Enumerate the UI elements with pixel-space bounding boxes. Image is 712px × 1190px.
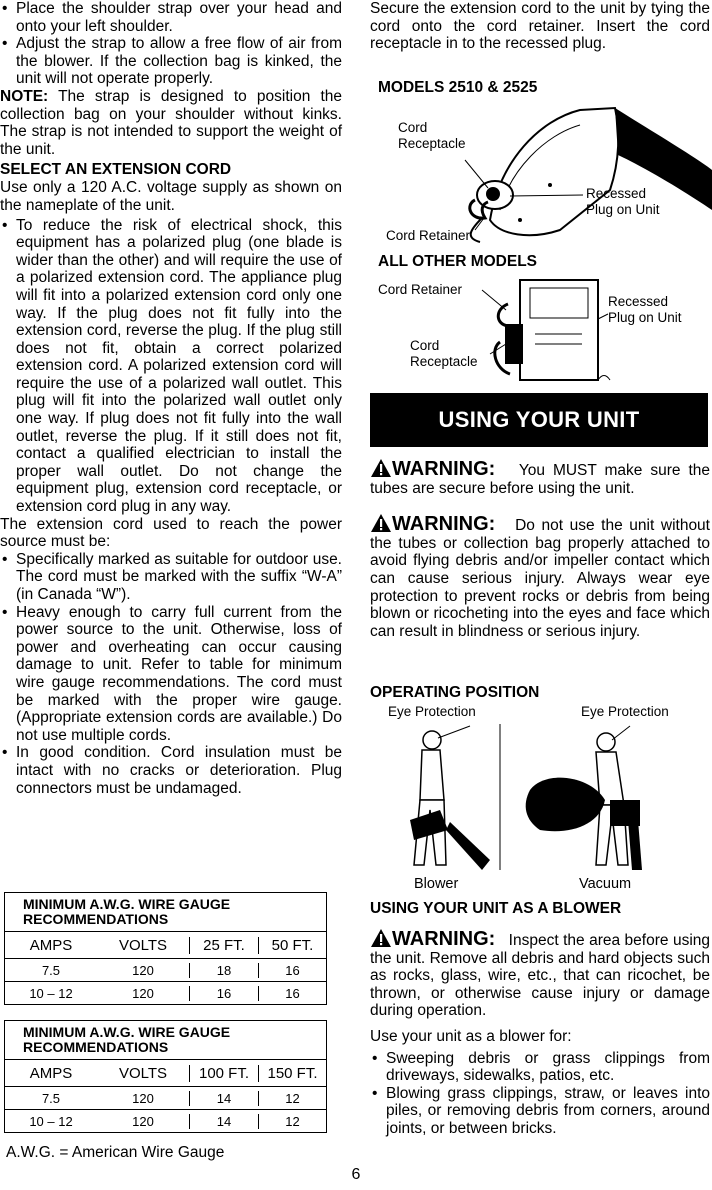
bullet-adjust-strap: • Adjust the strap to allow a free flow of air from the blower. If the collection bag is kinked, the unit will not operate properly. <box>0 35 342 88</box>
warning-label: WARNING: <box>392 458 496 480</box>
use-for-text: Use your unit as a blower for: <box>370 1027 572 1045</box>
table-cell: 120 <box>132 962 154 978</box>
secure-cord-text: Secure the extension cord to the unit by tying the cord onto the cord retainer. Insert the cord receptacle in to the recessed plug. <box>370 0 710 53</box>
table-cell: 18 <box>189 963 258 978</box>
table-cell: 10 – 12 <box>29 985 73 1001</box>
table-cell: 16 <box>258 963 326 978</box>
table-row <box>5 959 326 982</box>
right-column <box>370 0 712 1137</box>
figure-operating-position <box>370 704 712 896</box>
label-recessed-plug: Recessed Plug on Unit <box>586 186 660 217</box>
table-row <box>5 1087 326 1110</box>
label-cord-retainer: Cord Retainer <box>378 282 463 297</box>
table-cell: 14 <box>189 1114 258 1129</box>
awg-footnote: A.W.G. = American Wire Gauge <box>6 1144 225 1161</box>
figure-models-2510 <box>370 100 712 250</box>
wire-gauge-table-2 <box>4 1020 327 1133</box>
label-eye-protection-right: Eye Protection <box>581 704 669 719</box>
warning-label: WARNING: <box>392 928 496 950</box>
note-label: NOTE: <box>0 87 49 105</box>
bullet-shoulder-strap: • Place the shoulder strap over your head and onto your left shoulder. <box>0 0 342 35</box>
warning-2-text: Do not use the unit without the tubes or collection bag properly attached to avoid flying debris and/or impeller contact which can cause serious injury. Always wear eye protection to prevent rocks or debris from being blown or ricocheting into the eyes and face which can result in blindness or serious injury. <box>370 517 710 640</box>
col-header: 50 FT. <box>258 937 326 954</box>
note-paragraph <box>0 88 342 158</box>
bullet-polarized-plug: • To reduce the risk of electrical shock, this equipment has a polarized plug (one blade is wider than the other) and will require the use of a polarized extension cord. The appliance plug will fit into a polarized extension cord only one way. If the plug does not fit fully into the extension cord, reverse the plug. If the plug still does not fit, obtain a correct polarized extension cord. A polarized extension cord will require the use of a polarized wall outlet. This plug will fit into the polarized wall outlet only one way. If plug does not fit fully into the wall outlet, reverse the plug. If it still does not fit, contact a qualified electrician to install the proper wall outlet. Do not change the equipment plug, extension cord receptacle, or extension cord plug in any way. <box>0 217 342 516</box>
using-as-blower-heading: USING YOUR UNIT AS A BLOWER <box>370 900 622 917</box>
bullet-sweeping: • Sweeping debris or grass clippings from driveways, sidewalks, patios, etc. <box>370 1050 710 1085</box>
label-recessed-plug: Recessed Plug on Unit <box>608 294 682 325</box>
bullet-blowing: • Blowing grass clippings, straw, or leaves into piles, or removing debris from corners, around joints, or between bricks. <box>370 1085 710 1138</box>
col-header: AMPS <box>29 1064 73 1082</box>
warning-triangle-icon <box>370 458 392 478</box>
warning-label: WARNING: <box>392 513 496 536</box>
col-header: 25 FT. <box>189 937 258 954</box>
table-cell: 7.5 <box>41 1090 61 1106</box>
all-other-models-heading: ALL OTHER MODELS <box>378 253 538 270</box>
label-blower: Blower <box>414 876 459 892</box>
cord-intro: The extension cord used to reach the power source must be: <box>0 515 342 551</box>
table-cell: 120 <box>132 1113 154 1129</box>
warning-triangle-icon <box>370 513 392 533</box>
extension-intro: Use only a 120 A.C. voltage supply as shown on the nameplate of the unit. <box>0 179 342 214</box>
warning-triangle-icon <box>370 928 392 948</box>
warnings-block <box>370 458 710 640</box>
using-your-unit-banner: USING YOUR UNIT <box>370 393 708 447</box>
label-cord-receptacle: Cord Receptacle <box>398 120 466 151</box>
bullet-outdoor-use: • Specifically marked as suitable for outdoor use. The cord must be marked with the suffix “W-A” (in Canada “W”). <box>0 551 342 604</box>
col-header: AMPS <box>29 936 73 954</box>
label-eye-protection-left: Eye Protection <box>388 704 476 719</box>
warning-1-text: You MUST make sure the tubes are secure before using the unit. <box>370 462 710 497</box>
operating-position-illustration <box>370 720 712 890</box>
label-cord-retainer: Cord Retainer <box>386 228 471 243</box>
table-row <box>5 982 326 1004</box>
table-cell: 12 <box>258 1091 326 1106</box>
table-cell: 16 <box>189 986 258 1001</box>
blower-section <box>370 928 710 1138</box>
table-header-row <box>5 1060 326 1087</box>
table-cell: 120 <box>132 1090 154 1106</box>
label-vacuum: Vacuum <box>579 876 632 892</box>
models-2510-heading: MODELS 2510 & 2525 <box>378 79 538 96</box>
warning-1 <box>370 458 710 497</box>
figure-all-other-models <box>370 274 712 382</box>
label-cord-receptacle: Cord Receptacle <box>410 338 478 369</box>
bullet-heavy-enough: • Heavy enough to carry full current from the power source to the unit. Otherwise, loss of power and overheating can occur causing damage to unit. Refer to table for minimum wire gauge recommendations. The cord must be marked with the proper wire gauge. (Appropriate extension cords are available.) Do not use multiple cords. <box>0 604 342 745</box>
operating-position-heading: OPERATING POSITION <box>370 684 540 701</box>
col-header: VOLTS <box>118 1064 168 1082</box>
warning-3-text: Inspect the area before using the unit. Remove all debris and hard objects such as rocks, glass, wire, etc., that can ricochet, be thrown, or otherwise cause injury or damage during operation. <box>370 932 710 1020</box>
warning-3 <box>370 928 710 1020</box>
extension-cord-heading: SELECT AN EXTENSION CORD <box>0 161 232 179</box>
wire-gauge-table-1 <box>4 892 327 1005</box>
bullet-good-condition: • In good condition. Cord insulation must be intact with no cracks or deterioration. Plug connectors must be undamaged. <box>0 744 342 797</box>
table-header-row <box>5 932 326 959</box>
col-header: 100 FT. <box>189 1065 258 1082</box>
page-number: 6 <box>351 1166 361 1183</box>
table-title: MINIMUM A.W.G. WIRE GAUGE RECOMMENDATIONS <box>5 1021 326 1060</box>
col-header: 150 FT. <box>258 1065 326 1082</box>
warning-2 <box>370 513 710 640</box>
table-cell: 120 <box>132 985 154 1001</box>
note-text: The strap is designed to position the collection bag on your shoulder without kinks. The strap is not intended to support the weight of the unit. <box>0 87 343 158</box>
col-header: VOLTS <box>118 936 168 954</box>
table-cell: 16 <box>258 986 326 1001</box>
table-cell: 14 <box>189 1091 258 1106</box>
table-cell: 10 – 12 <box>29 1113 73 1129</box>
table-cell: 7.5 <box>41 962 61 978</box>
table-row <box>5 1110 326 1132</box>
table-title: MINIMUM A.W.G. WIRE GAUGE RECOMMENDATIONS <box>5 893 326 932</box>
table-cell: 12 <box>258 1114 326 1129</box>
